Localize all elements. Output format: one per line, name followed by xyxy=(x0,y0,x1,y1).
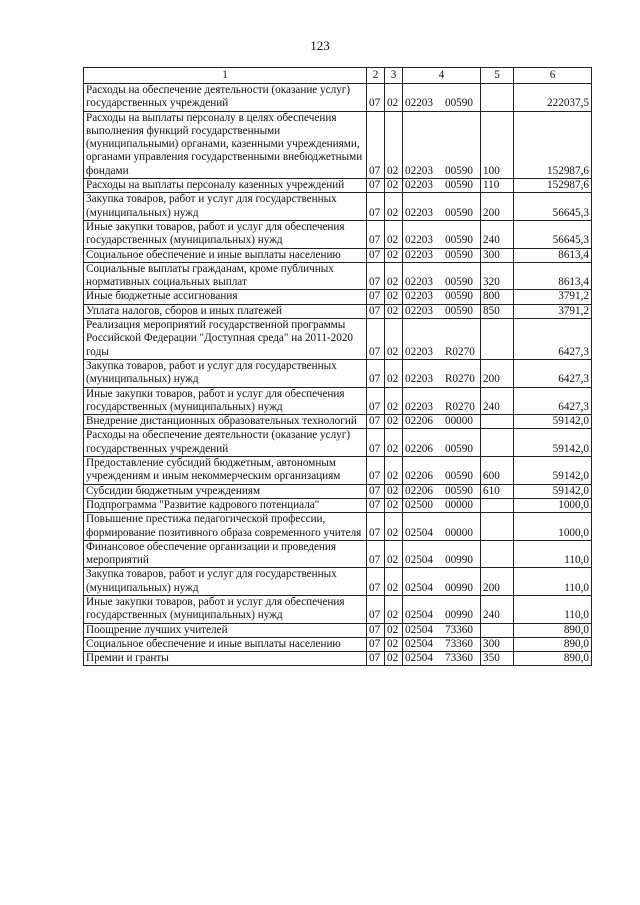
section-code-cell: 07 xyxy=(367,290,385,304)
target-article-cell xyxy=(403,290,481,304)
table-row xyxy=(84,179,592,193)
row-name-cell: Повышение престижа педагогической профессии, формирование позитивного образа современного учителя xyxy=(84,513,367,541)
direction-code: 00590 xyxy=(444,304,473,317)
table-body xyxy=(84,84,592,666)
subsection-code-cell: 02 xyxy=(385,484,403,498)
target-article-cell xyxy=(403,457,481,485)
section-code-cell: 07 xyxy=(367,193,385,221)
table-row xyxy=(84,595,592,623)
section-code-cell: 07 xyxy=(367,220,385,248)
program-code: 02203 xyxy=(405,234,433,247)
target-article-cell xyxy=(403,540,481,568)
subsection-code-cell: 02 xyxy=(385,193,403,221)
section-code-cell: 07 xyxy=(367,595,385,623)
program-code: 02504 xyxy=(405,554,433,567)
subsection-code-cell: 02 xyxy=(385,262,403,290)
section-code-cell: 07 xyxy=(367,652,385,666)
subsection-code-cell: 02 xyxy=(385,513,403,541)
target-article-cell xyxy=(403,623,481,637)
section-code-cell: 07 xyxy=(367,484,385,498)
amount-cell: 6427,3 xyxy=(514,359,592,387)
expense-type-cell: 300 xyxy=(481,248,514,262)
program-code: 02203 xyxy=(405,248,433,261)
expense-type-cell xyxy=(481,84,514,112)
target-article-cell xyxy=(403,484,481,498)
row-name-cell: Социальное обеспечение и иные выплаты населению xyxy=(84,637,367,651)
target-article-cell xyxy=(403,387,481,415)
program-code: 02504 xyxy=(405,652,433,665)
table-row xyxy=(84,304,592,318)
subsection-code-cell: 02 xyxy=(385,429,403,457)
row-name-cell: Закупка товаров, работ и услуг для государственных (муниципальных) нужд xyxy=(84,568,367,596)
amount-cell: 6427,3 xyxy=(514,387,592,415)
section-code-cell: 07 xyxy=(367,304,385,318)
table-row xyxy=(84,387,592,415)
row-name-cell: Социальное обеспечение и иные выплаты населению xyxy=(84,248,367,262)
program-code: 02504 xyxy=(405,526,433,539)
target-article-cell xyxy=(403,193,481,221)
subsection-code-cell: 02 xyxy=(385,111,403,178)
target-article-cell xyxy=(403,595,481,623)
subsection-code-cell: 02 xyxy=(385,84,403,112)
table-row xyxy=(84,623,592,637)
expense-type-cell xyxy=(481,540,514,568)
program-code: 02206 xyxy=(405,442,433,455)
target-article-cell xyxy=(403,513,481,541)
section-code-cell: 07 xyxy=(367,498,385,512)
amount-cell: 3791,2 xyxy=(514,290,592,304)
expense-type-cell xyxy=(481,319,514,360)
direction-code: 00000 xyxy=(444,526,473,539)
section-code-cell: 07 xyxy=(367,248,385,262)
subsection-code-cell: 02 xyxy=(385,568,403,596)
table-row xyxy=(84,359,592,387)
program-code: 02203 xyxy=(405,373,433,386)
expense-type-cell xyxy=(481,498,514,512)
direction-code: 00990 xyxy=(444,581,473,594)
row-name-cell: Внедрение дистанционных образовательных технологий xyxy=(84,415,367,429)
program-code: 02504 xyxy=(405,581,433,594)
section-code-cell: 07 xyxy=(367,319,385,360)
target-article-cell xyxy=(403,415,481,429)
program-code: 02206 xyxy=(405,484,433,497)
program-code: 02203 xyxy=(405,206,433,219)
expense-type-cell xyxy=(481,623,514,637)
direction-code: 00590 xyxy=(444,234,473,247)
amount-cell: 1000,0 xyxy=(514,513,592,541)
amount-cell: 8613,4 xyxy=(514,262,592,290)
expense-type-cell: 110 xyxy=(481,179,514,193)
program-code: 02203 xyxy=(405,179,433,192)
subsection-code-cell: 02 xyxy=(385,220,403,248)
target-article-cell xyxy=(403,111,481,178)
expense-type-cell: 610 xyxy=(481,484,514,498)
direction-code: 00590 xyxy=(444,164,473,177)
section-code-cell: 07 xyxy=(367,111,385,178)
direction-code: R0270 xyxy=(444,400,475,413)
table-row xyxy=(84,111,592,178)
program-code: 02504 xyxy=(405,609,433,622)
table-row xyxy=(84,568,592,596)
row-name-cell: Закупка товаров, работ и услуг для государственных (муниципальных) нужд xyxy=(84,359,367,387)
program-code: 02203 xyxy=(405,400,433,413)
expense-type-cell: 800 xyxy=(481,290,514,304)
section-code-cell: 07 xyxy=(367,623,385,637)
subsection-code-cell: 02 xyxy=(385,319,403,360)
target-article-cell xyxy=(403,220,481,248)
expense-type-cell: 850 xyxy=(481,304,514,318)
direction-code: 73360 xyxy=(444,652,473,665)
table-row xyxy=(84,415,592,429)
table-row xyxy=(84,540,592,568)
row-name-cell: Подпрограмма "Развитие кадрового потенциала" xyxy=(84,498,367,512)
expense-type-cell: 200 xyxy=(481,359,514,387)
expense-type-cell: 300 xyxy=(481,637,514,651)
program-code: 02203 xyxy=(405,304,433,317)
row-name-cell: Иные закупки товаров, работ и услуг для обеспечения государственных (муниципальных) нужд xyxy=(84,220,367,248)
section-code-cell: 07 xyxy=(367,540,385,568)
target-article-cell xyxy=(403,248,481,262)
program-code: 02203 xyxy=(405,345,433,358)
table-row xyxy=(84,248,592,262)
table-row xyxy=(84,220,592,248)
row-name-cell: Расходы на обеспечение деятельности (оказание услуг) государственных учреждений xyxy=(84,429,367,457)
table-row xyxy=(84,193,592,221)
subsection-code-cell: 02 xyxy=(385,498,403,512)
program-code: 02504 xyxy=(405,623,433,636)
row-name-cell: Иные закупки товаров, работ и услуг для обеспечения государственных (муниципальных) нужд xyxy=(84,595,367,623)
direction-code: 00590 xyxy=(444,290,473,303)
row-name-cell: Премии и гранты xyxy=(84,652,367,666)
section-code-cell: 07 xyxy=(367,387,385,415)
section-code-cell: 07 xyxy=(367,568,385,596)
target-article-cell xyxy=(403,179,481,193)
target-article-cell xyxy=(403,84,481,112)
subsection-code-cell: 02 xyxy=(385,290,403,304)
row-name-cell: Поощрение лучших учителей xyxy=(84,623,367,637)
table-row xyxy=(84,637,592,651)
amount-cell: 59142,0 xyxy=(514,457,592,485)
section-code-cell: 07 xyxy=(367,637,385,651)
amount-cell: 6427,3 xyxy=(514,319,592,360)
row-name-cell: Иные бюджетные ассигнования xyxy=(84,290,367,304)
subsection-code-cell: 02 xyxy=(385,359,403,387)
direction-code: R0270 xyxy=(444,373,475,386)
direction-code: 73360 xyxy=(444,637,473,650)
expense-type-cell: 200 xyxy=(481,193,514,221)
row-name-cell: Финансовое обеспечение организации и проведения мероприятий xyxy=(84,540,367,568)
direction-code: 00590 xyxy=(444,248,473,261)
amount-cell: 3791,2 xyxy=(514,304,592,318)
section-code-cell: 07 xyxy=(367,84,385,112)
table-row xyxy=(84,262,592,290)
row-name-cell: Расходы на выплаты персоналу казенных учреждений xyxy=(84,179,367,193)
page-number: 123 xyxy=(310,38,330,53)
expense-type-cell: 350 xyxy=(481,652,514,666)
expense-type-cell: 240 xyxy=(481,220,514,248)
amount-cell: 1000,0 xyxy=(514,498,592,512)
target-article-cell xyxy=(403,652,481,666)
row-name-cell: Закупка товаров, работ и услуг для государственных (муниципальных) нужд xyxy=(84,193,367,221)
column-header: 6 xyxy=(514,68,592,84)
subsection-code-cell: 02 xyxy=(385,652,403,666)
header-row xyxy=(84,68,592,84)
expense-type-cell xyxy=(481,415,514,429)
direction-code: 00000 xyxy=(444,415,473,428)
expense-type-cell: 240 xyxy=(481,387,514,415)
target-article-cell xyxy=(403,359,481,387)
target-article-cell xyxy=(403,304,481,318)
row-name-cell: Иные закупки товаров, работ и услуг для обеспечения государственных (муниципальных) нужд xyxy=(84,387,367,415)
amount-cell: 8613,4 xyxy=(514,248,592,262)
subsection-code-cell: 02 xyxy=(385,637,403,651)
table-row xyxy=(84,484,592,498)
budget-table xyxy=(83,67,592,666)
section-code-cell: 07 xyxy=(367,179,385,193)
amount-cell: 56645,3 xyxy=(514,193,592,221)
direction-code: 00590 xyxy=(444,97,473,110)
amount-cell: 110,0 xyxy=(514,540,592,568)
subsection-code-cell: 02 xyxy=(385,304,403,318)
section-code-cell: 07 xyxy=(367,415,385,429)
expense-type-cell: 600 xyxy=(481,457,514,485)
expense-type-cell xyxy=(481,513,514,541)
row-name-cell: Уплата налогов, сборов и иных платежей xyxy=(84,304,367,318)
target-article-cell xyxy=(403,319,481,360)
table-row xyxy=(84,429,592,457)
direction-code: 00990 xyxy=(444,554,473,567)
amount-cell: 59142,0 xyxy=(514,415,592,429)
row-name-cell: Субсидии бюджетным учреждениям xyxy=(84,484,367,498)
program-code: 02500 xyxy=(405,498,433,511)
direction-code: 73360 xyxy=(444,623,473,636)
target-article-cell xyxy=(403,498,481,512)
amount-cell: 110,0 xyxy=(514,595,592,623)
subsection-code-cell: 02 xyxy=(385,179,403,193)
amount-cell: 890,0 xyxy=(514,637,592,651)
amount-cell: 110,0 xyxy=(514,568,592,596)
direction-code: 00590 xyxy=(444,276,473,289)
direction-code: 00590 xyxy=(444,470,473,483)
direction-code: 00000 xyxy=(444,498,473,511)
direction-code: 00590 xyxy=(444,442,473,455)
program-code: 02203 xyxy=(405,290,433,303)
target-article-cell xyxy=(403,429,481,457)
row-name-cell: Расходы на обеспечение деятельности (оказание услуг) государственных учреждений xyxy=(84,84,367,112)
program-code: 02206 xyxy=(405,415,433,428)
amount-cell: 890,0 xyxy=(514,652,592,666)
amount-cell: 152987,6 xyxy=(514,179,592,193)
amount-cell: 59142,0 xyxy=(514,484,592,498)
row-name-cell: Реализация мероприятий государственной программы Российской Федерации "Доступная среда" на 2011-2020 годы xyxy=(84,319,367,360)
column-header: 3 xyxy=(385,68,403,84)
section-code-cell: 07 xyxy=(367,457,385,485)
section-code-cell: 07 xyxy=(367,513,385,541)
program-code: 02206 xyxy=(405,470,433,483)
direction-code: 00590 xyxy=(444,179,473,192)
expense-type-cell xyxy=(481,429,514,457)
section-code-cell: 07 xyxy=(367,429,385,457)
section-code-cell: 07 xyxy=(367,359,385,387)
expense-type-cell: 240 xyxy=(481,595,514,623)
column-header: 1 xyxy=(84,68,367,84)
amount-cell: 56645,3 xyxy=(514,220,592,248)
direction-code: R0270 xyxy=(444,345,475,358)
table-row xyxy=(84,84,592,112)
table-row xyxy=(84,290,592,304)
column-header: 2 xyxy=(367,68,385,84)
target-article-cell xyxy=(403,637,481,651)
amount-cell: 59142,0 xyxy=(514,429,592,457)
subsection-code-cell: 02 xyxy=(385,623,403,637)
table-row xyxy=(84,457,592,485)
column-header: 4 xyxy=(403,68,481,84)
direction-code: 00990 xyxy=(444,609,473,622)
target-article-cell xyxy=(403,262,481,290)
row-name-cell: Социальные выплаты гражданам, кроме публичных нормативных социальных выплат xyxy=(84,262,367,290)
expense-type-cell: 100 xyxy=(481,111,514,178)
amount-cell: 890,0 xyxy=(514,623,592,637)
subsection-code-cell: 02 xyxy=(385,415,403,429)
subsection-code-cell: 02 xyxy=(385,540,403,568)
program-code: 02203 xyxy=(405,164,433,177)
program-code: 02504 xyxy=(405,637,433,650)
subsection-code-cell: 02 xyxy=(385,387,403,415)
program-code: 02203 xyxy=(405,97,433,110)
direction-code: 00590 xyxy=(444,206,473,219)
table-row xyxy=(84,498,592,512)
program-code: 02203 xyxy=(405,276,433,289)
direction-code: 00590 xyxy=(444,484,473,497)
amount-cell: 152987,6 xyxy=(514,111,592,178)
column-header: 5 xyxy=(481,68,514,84)
table-row xyxy=(84,652,592,666)
section-code-cell: 07 xyxy=(367,262,385,290)
subsection-code-cell: 02 xyxy=(385,595,403,623)
table-row xyxy=(84,513,592,541)
row-name-cell: Предоставление субсидий бюджетным, автономным учреждениям и иным некоммерческим организациям xyxy=(84,457,367,485)
subsection-code-cell: 02 xyxy=(385,248,403,262)
expense-type-cell: 320 xyxy=(481,262,514,290)
amount-cell: 222037,5 xyxy=(514,84,592,112)
expense-type-cell: 200 xyxy=(481,568,514,596)
row-name-cell: Расходы на выплаты персоналу в целях обеспечения выполнения функций государственными (муниципальными) органами, казенными учреждениями, органами управления государственными внебюджетными фондами xyxy=(84,111,367,178)
target-article-cell xyxy=(403,568,481,596)
table-row xyxy=(84,319,592,360)
subsection-code-cell: 02 xyxy=(385,457,403,485)
